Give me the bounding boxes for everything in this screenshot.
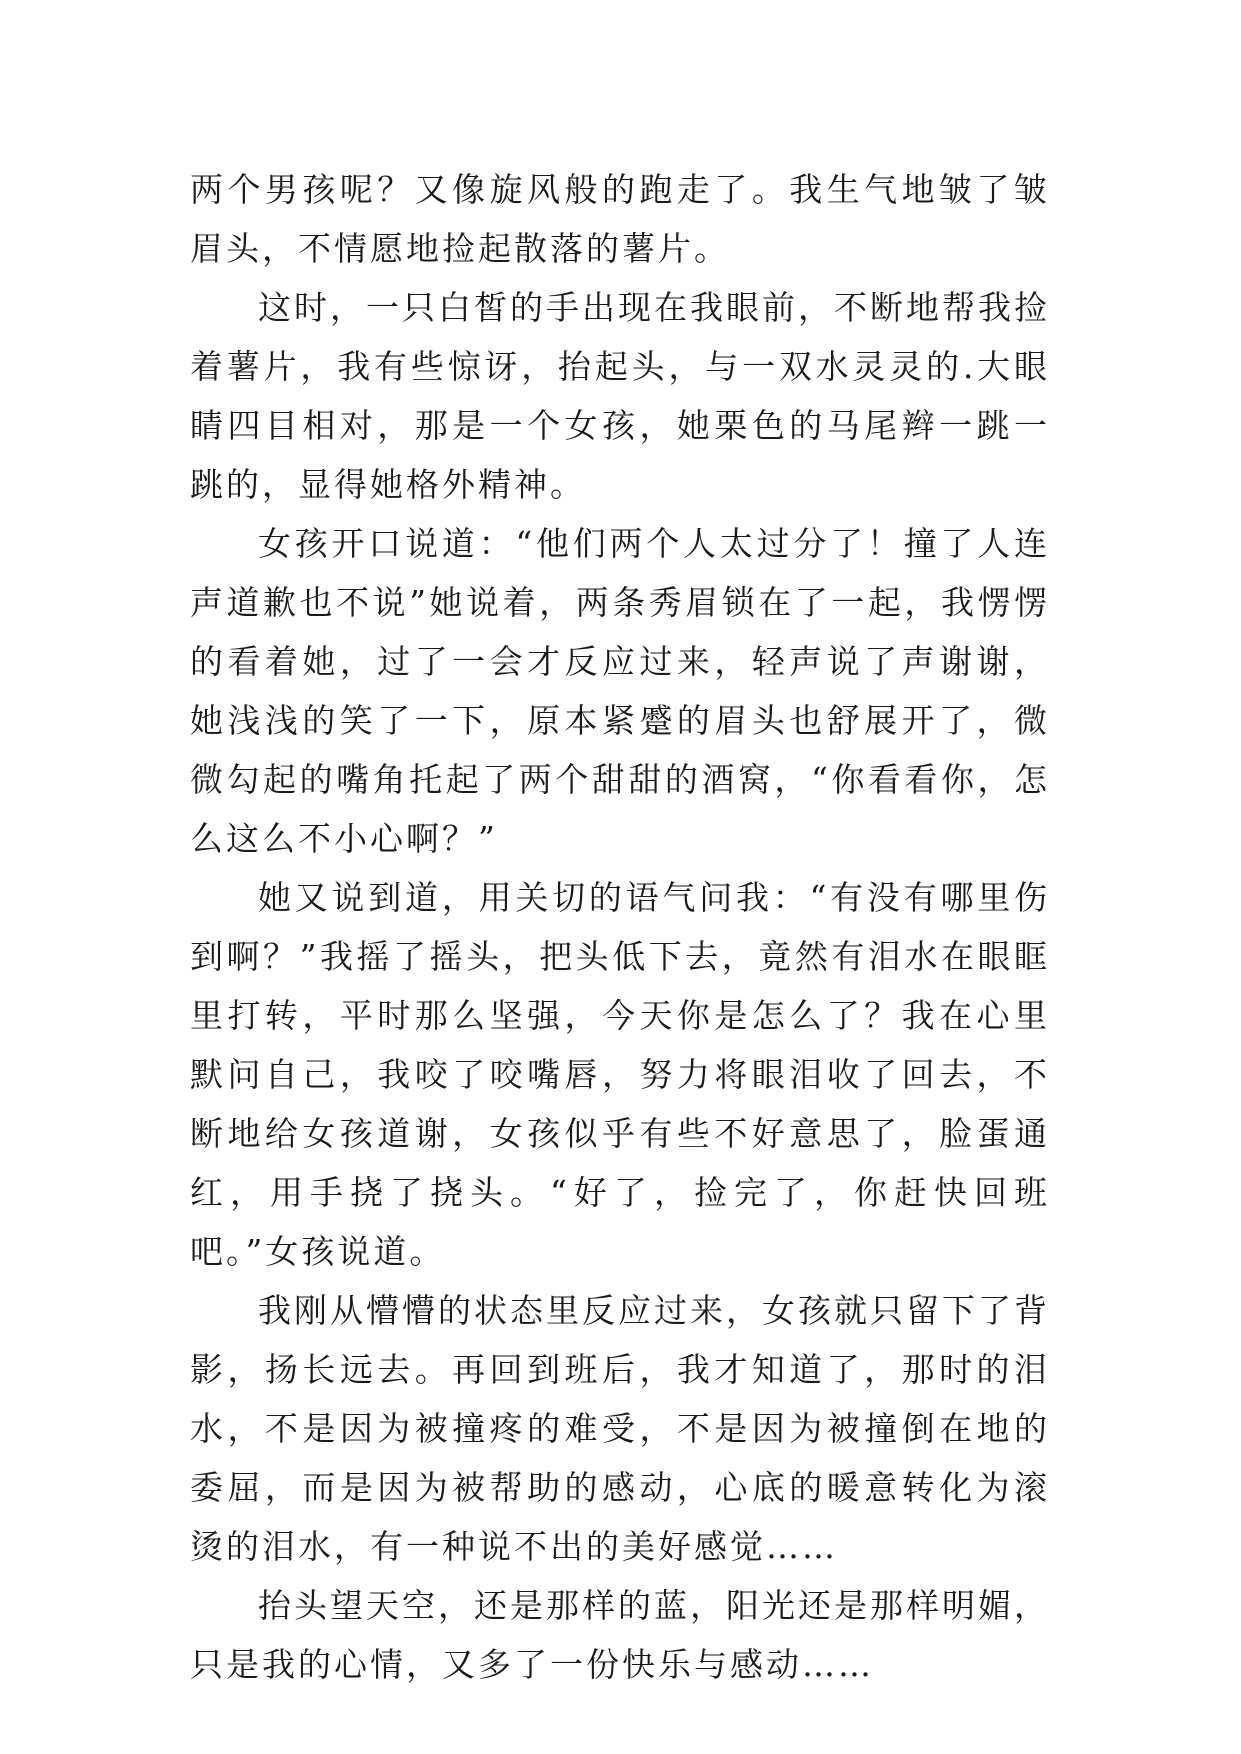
document-body [190, 160, 1050, 1694]
paragraph-2: 这时，一只白皙的手出现在我眼前，不断地帮我捡着薯片，我有些惊讶，抬起头，与一双水灵灵的.大眼睛四目相对，那是一个女孩，她栗色的马尾辫一跳一跳的，显得她格外精神。 [190, 288, 1050, 504]
paragraph-6: 抬头望天空，还是那样的蓝，阳光还是那样明媚，只是我的心情，又多了一份快乐与感动…… [190, 1586, 1050, 1684]
paragraph-5: 我刚从懵懵的状态里反应过来，女孩就只留下了背影，扬长远去。再回到班后，我才知道了，那时的泪水，不是因为被撞疼的难受，不是因为被撞倒在地的委屈，而是因为被帮助的感动，心底的暖意转化为滚烫的泪水，有一种说不出的美好感觉…… [190, 1291, 1050, 1566]
paragraph-1: 两个男孩呢？又像旋风般的跑走了。我生气地皱了皱眉头，不情愿地捡起散落的薯片。 [190, 170, 1050, 268]
paragraph-4: 她又说到道，用关切的语气问我：“有没有哪里伤到啊？”我摇了摇头，把头低下去，竟然有泪水在眼眶里打转，平时那么坚强，今天你是怎么了？我在心里默问自己，我咬了咬嘴唇，努力将眼泪收了回去，不断地给女孩道谢，女孩似乎有些不好意思了，脸蛋通红，用手挠了挠头。“好了，捡完了，你赶快回班吧。”女孩说道。 [190, 878, 1050, 1271]
paragraph-3: 女孩开口说道：“他们两个人太过分了！撞了人连声道歉也不说”她说着，两条秀眉锁在了一起，我愣愣的看着她，过了一会才反应过来，轻声说了声谢谢，她浅浅的笑了一下，原本紧蹙的眉头也舒展开了，微微勾起的嘴角托起了两个甜甜的酒窝，“你看看你，怎么这么不小心啊？” [190, 524, 1050, 858]
